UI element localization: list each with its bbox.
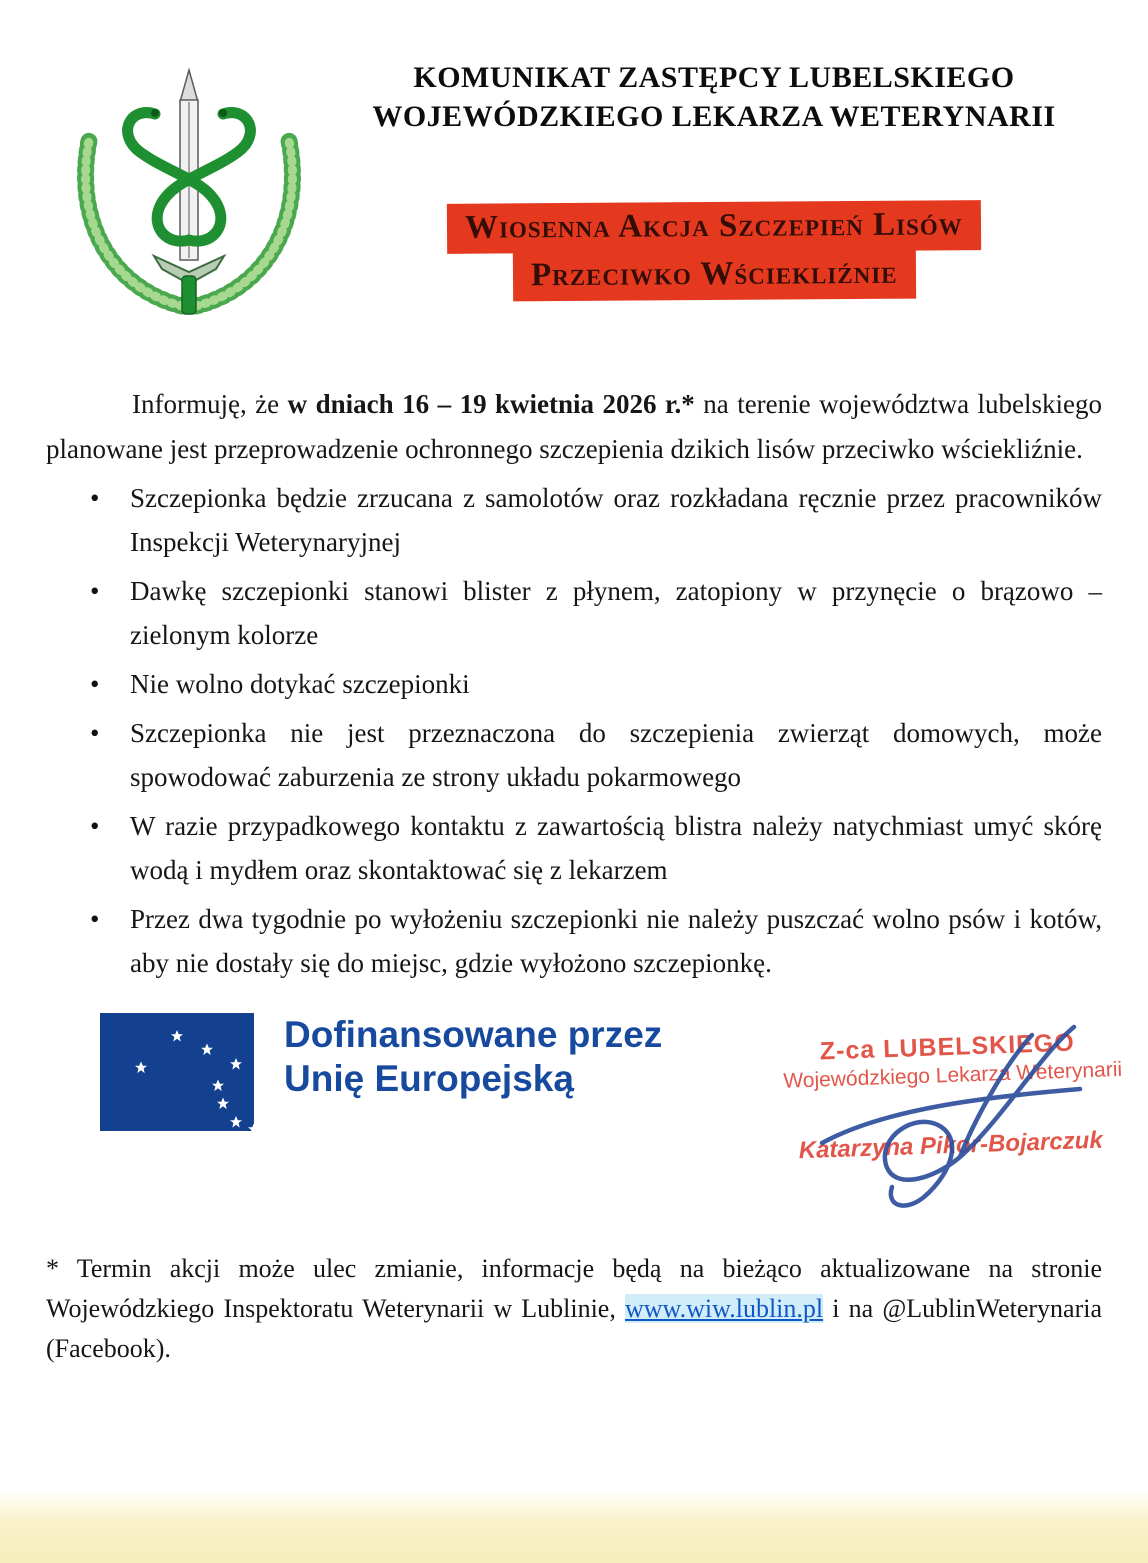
eu-funding-label bbox=[284, 1013, 662, 1101]
banner-line-1: Wiosenna Akcja Szczepień Lisów bbox=[447, 200, 981, 254]
stamp-line-2: Wojewódzkiego Lekarza Weterynarii bbox=[782, 1057, 1123, 1093]
funding-signature-row bbox=[0, 1013, 1148, 1193]
intro-paragraph bbox=[46, 382, 1102, 472]
bullet-item-3: • Nie wolno dotykać szczepionki bbox=[130, 662, 1102, 706]
outro-text: na terenie województwa lubelskiego planowane jest przeprowadzenie ochronnego szczepienia dzikich lisów przeciwko wściekliźnie. bbox=[46, 389, 1103, 464]
campaign-banner bbox=[447, 202, 981, 300]
footnote-text-start: * Termin akcji może ulec zmianie, informacje będą na bieżąco aktualizowane na stronie Wojewódzkiego Inspektoratu Weterynarii w Lublinie, bbox=[46, 1254, 1102, 1323]
page-title-line-1: KOMUNIKAT ZASTĘPCY LUBELSKIEGO bbox=[413, 61, 1015, 94]
bullet-item-2: • Dawkę szczepionki stanowi blister z płynem, zatopiony w przynęcie o brązowo – zielonym kolorze bbox=[130, 569, 1102, 657]
official-stamp bbox=[782, 1027, 1123, 1165]
stamp-signer-name: Katarzyna Pikor-Bojarczuk bbox=[798, 1126, 1104, 1165]
page-title bbox=[372, 58, 1055, 136]
footnote-text-end: i na @LublinWeterynaria (Facebook). bbox=[46, 1294, 1102, 1363]
page-title-line-2: WOJEWÓDZKIEGO LEKARZA WETERYNARII bbox=[372, 100, 1056, 133]
bullet-list bbox=[46, 476, 1102, 985]
eu-flag-icon bbox=[100, 1013, 254, 1131]
veterinary-inspection-logo-icon bbox=[58, 56, 320, 318]
eu-funding-label-line-1: Dofinansowane przez bbox=[284, 1014, 663, 1055]
signature-block bbox=[782, 1028, 1123, 1203]
document-body bbox=[0, 382, 1148, 985]
dates-bold-text: w dniach 16 – 19 kwietnia 2026 r.* bbox=[287, 389, 695, 419]
stamp-line-1: Z-ca LUBELSKIEGO bbox=[819, 1028, 1076, 1066]
bullet-item-5: • W razie przypadkowego kontaktu z zawartością blistra należy natychmiast umyć skórę wodą i mydłem oraz skontaktować się z lekarzem bbox=[130, 804, 1102, 892]
document-header bbox=[0, 0, 1148, 318]
eu-funding-label-line-2: Unię Europejską bbox=[284, 1058, 574, 1099]
footnote bbox=[46, 1249, 1102, 1369]
wiw-lublin-link[interactable]: www.wiw.lublin.pl bbox=[625, 1294, 824, 1323]
bullet-item-1: • Szczepionka będzie zrzucana z samolotów oraz rozkładana ręcznie przez pracowników Inspekcji Weterynaryjnej bbox=[130, 476, 1102, 564]
banner-line-2: Przeciwko Wściekliźnie bbox=[513, 249, 916, 302]
intro-text: Informuję, że bbox=[132, 389, 288, 419]
bullet-item-6: • Przez dwa tygodnie po wyłożeniu szczepionki nie należy puszczać wolno psów i kotów, aby nie dostały się do miejsc, gdzie wyłożono szczepionkę. bbox=[130, 897, 1102, 985]
scan-artifact-band bbox=[0, 1489, 1148, 1563]
bullet-item-4: • Szczepionka nie jest przeznaczona do szczepienia zwierząt domowych, może spowodować zaburzenia ze strony układu pokarmowego bbox=[130, 711, 1102, 799]
